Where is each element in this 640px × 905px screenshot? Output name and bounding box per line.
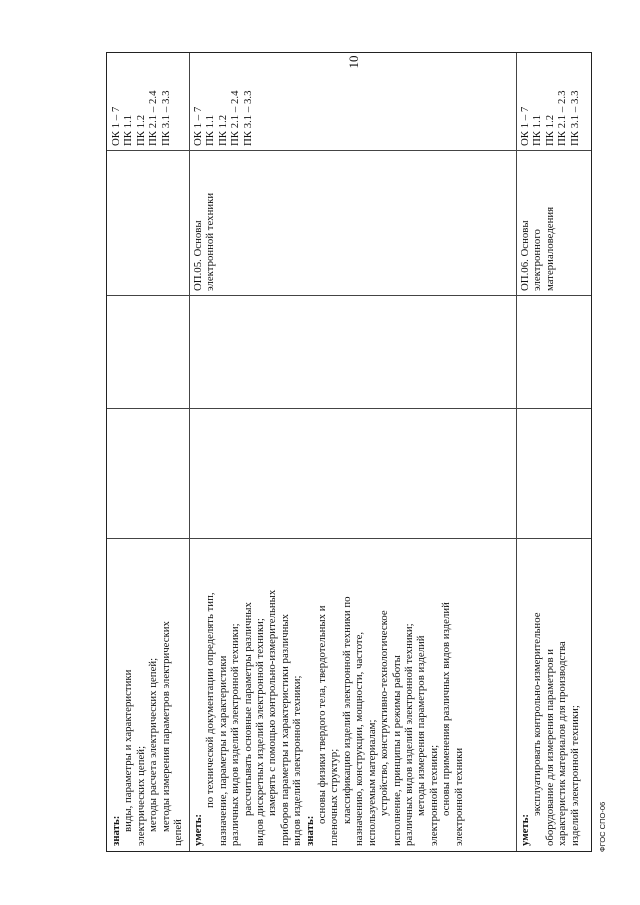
discipline-lines xyxy=(519,156,556,291)
competence-lines xyxy=(192,56,254,146)
section-heading: знать: xyxy=(110,815,122,846)
content-line: виды, параметры и характеристики xyxy=(122,669,135,832)
content-line: измерять с помощью контрольно-измерительных xyxy=(266,589,279,816)
section-heading: уметь: xyxy=(192,813,204,846)
content-line: основы физики твердого тела, твердотельных и xyxy=(316,605,329,824)
footer-label: ФГОС СПО-06 xyxy=(598,801,607,852)
competence-code: ОК 1 – 7 xyxy=(110,106,122,146)
content-line: различных видов изделий электронной техники; xyxy=(229,623,242,846)
page-number: 10 xyxy=(346,55,361,69)
competence-code: ПК 1.2 xyxy=(134,114,147,146)
content-line: характеристик материалов для производства xyxy=(556,641,569,846)
content-line: оборудование для измерения параметров и xyxy=(543,648,556,846)
discipline-cell-row-2 xyxy=(190,151,516,296)
discipline-line: электронной техники xyxy=(204,192,217,291)
content-lines xyxy=(519,544,581,846)
content-lines xyxy=(192,544,465,846)
content-line: исполнение, принципы и режимы работы xyxy=(390,655,403,846)
discipline-lines xyxy=(192,156,217,291)
rotated-page xyxy=(106,52,606,852)
content-line: назначению, конструкции, мощности, частоте, xyxy=(353,631,366,846)
content-line: электронной техники; xyxy=(427,744,440,846)
content-line: основы применения различных видов изделий xyxy=(440,602,453,816)
content-line: методы измерения параметров изделий xyxy=(415,635,428,816)
section-heading: уметь: xyxy=(519,813,531,846)
discipline-line: электронного xyxy=(531,229,544,291)
content-line: приборов параметры и характеристики различных xyxy=(278,613,291,846)
column-divider xyxy=(107,408,591,409)
content-line: используемым материалам; xyxy=(365,719,378,846)
competence-lines xyxy=(519,56,581,146)
content-cell-row-3 xyxy=(517,539,593,851)
competence-code: ПК 2.1 – 2.3 xyxy=(556,90,569,146)
discipline-cell-row-1 xyxy=(108,151,189,296)
competence-code: ОК 1 – 7 xyxy=(519,106,531,146)
competence-code: ПК 3.1 – 3.3 xyxy=(241,90,254,146)
content-lines xyxy=(110,544,184,846)
competence-code: ПК 1.2 xyxy=(216,114,229,146)
competence-cell-row-1 xyxy=(108,51,189,151)
content-line: устройство, конструктивно-технологическое xyxy=(378,610,391,816)
content-line: по технической документации определять тип, xyxy=(204,592,217,808)
competence-cell-row-3 xyxy=(517,51,593,151)
content-line: пленочных структур; xyxy=(328,748,341,846)
content-line: электронной техники xyxy=(452,747,465,846)
competence-code: ПК 3.1 – 3.3 xyxy=(159,90,172,146)
discipline-line: материаловедения xyxy=(543,206,556,291)
discipline-line: ОП.05. Основы xyxy=(192,220,204,291)
content-cell-row-2 xyxy=(190,539,516,851)
competence-code: ПК 2.1 – 2.4 xyxy=(229,90,242,146)
competence-lines xyxy=(110,56,172,146)
section-heading: знать: xyxy=(303,815,316,846)
content-line: видов дискретных изделий электронной техники; xyxy=(254,618,267,846)
competence-code: ПК 2.1 – 2.4 xyxy=(147,90,160,146)
competence-code: ПК 1.1 xyxy=(531,114,544,146)
standard-table xyxy=(106,52,592,852)
content-line: изделий электронной техники; xyxy=(568,705,581,846)
competence-code: ПК 1.2 xyxy=(543,114,556,146)
content-line: рассчитывать основные параметры различных xyxy=(241,602,254,816)
discipline-line: ОП.06. Основы xyxy=(519,220,531,291)
content-line: электрических цепей; xyxy=(134,745,147,846)
content-cell-row-1 xyxy=(108,539,189,851)
content-line: различных видов изделий электронной техники; xyxy=(402,623,415,846)
competence-code: ПК 1.1 xyxy=(204,114,217,146)
content-line: видов изделий электронной техники; xyxy=(291,675,304,846)
content-line: цепей xyxy=(172,819,185,846)
content-line: классификацию изделий электронной техники по xyxy=(340,596,353,824)
content-line: методы расчета электрических цепей; xyxy=(147,657,160,832)
content-line: эксплуатировать контрольно-измерительное xyxy=(531,612,544,816)
content-line: методы измерения параметров электрических xyxy=(159,621,172,832)
competence-code: ПК 3.1 – 3.3 xyxy=(568,90,581,146)
competence-code: ПК 1.1 xyxy=(122,114,135,146)
competence-code: ОК 1 – 7 xyxy=(192,106,204,146)
discipline-cell-row-3 xyxy=(517,151,593,296)
content-line: назначение, параметры и характеристики xyxy=(216,655,229,846)
